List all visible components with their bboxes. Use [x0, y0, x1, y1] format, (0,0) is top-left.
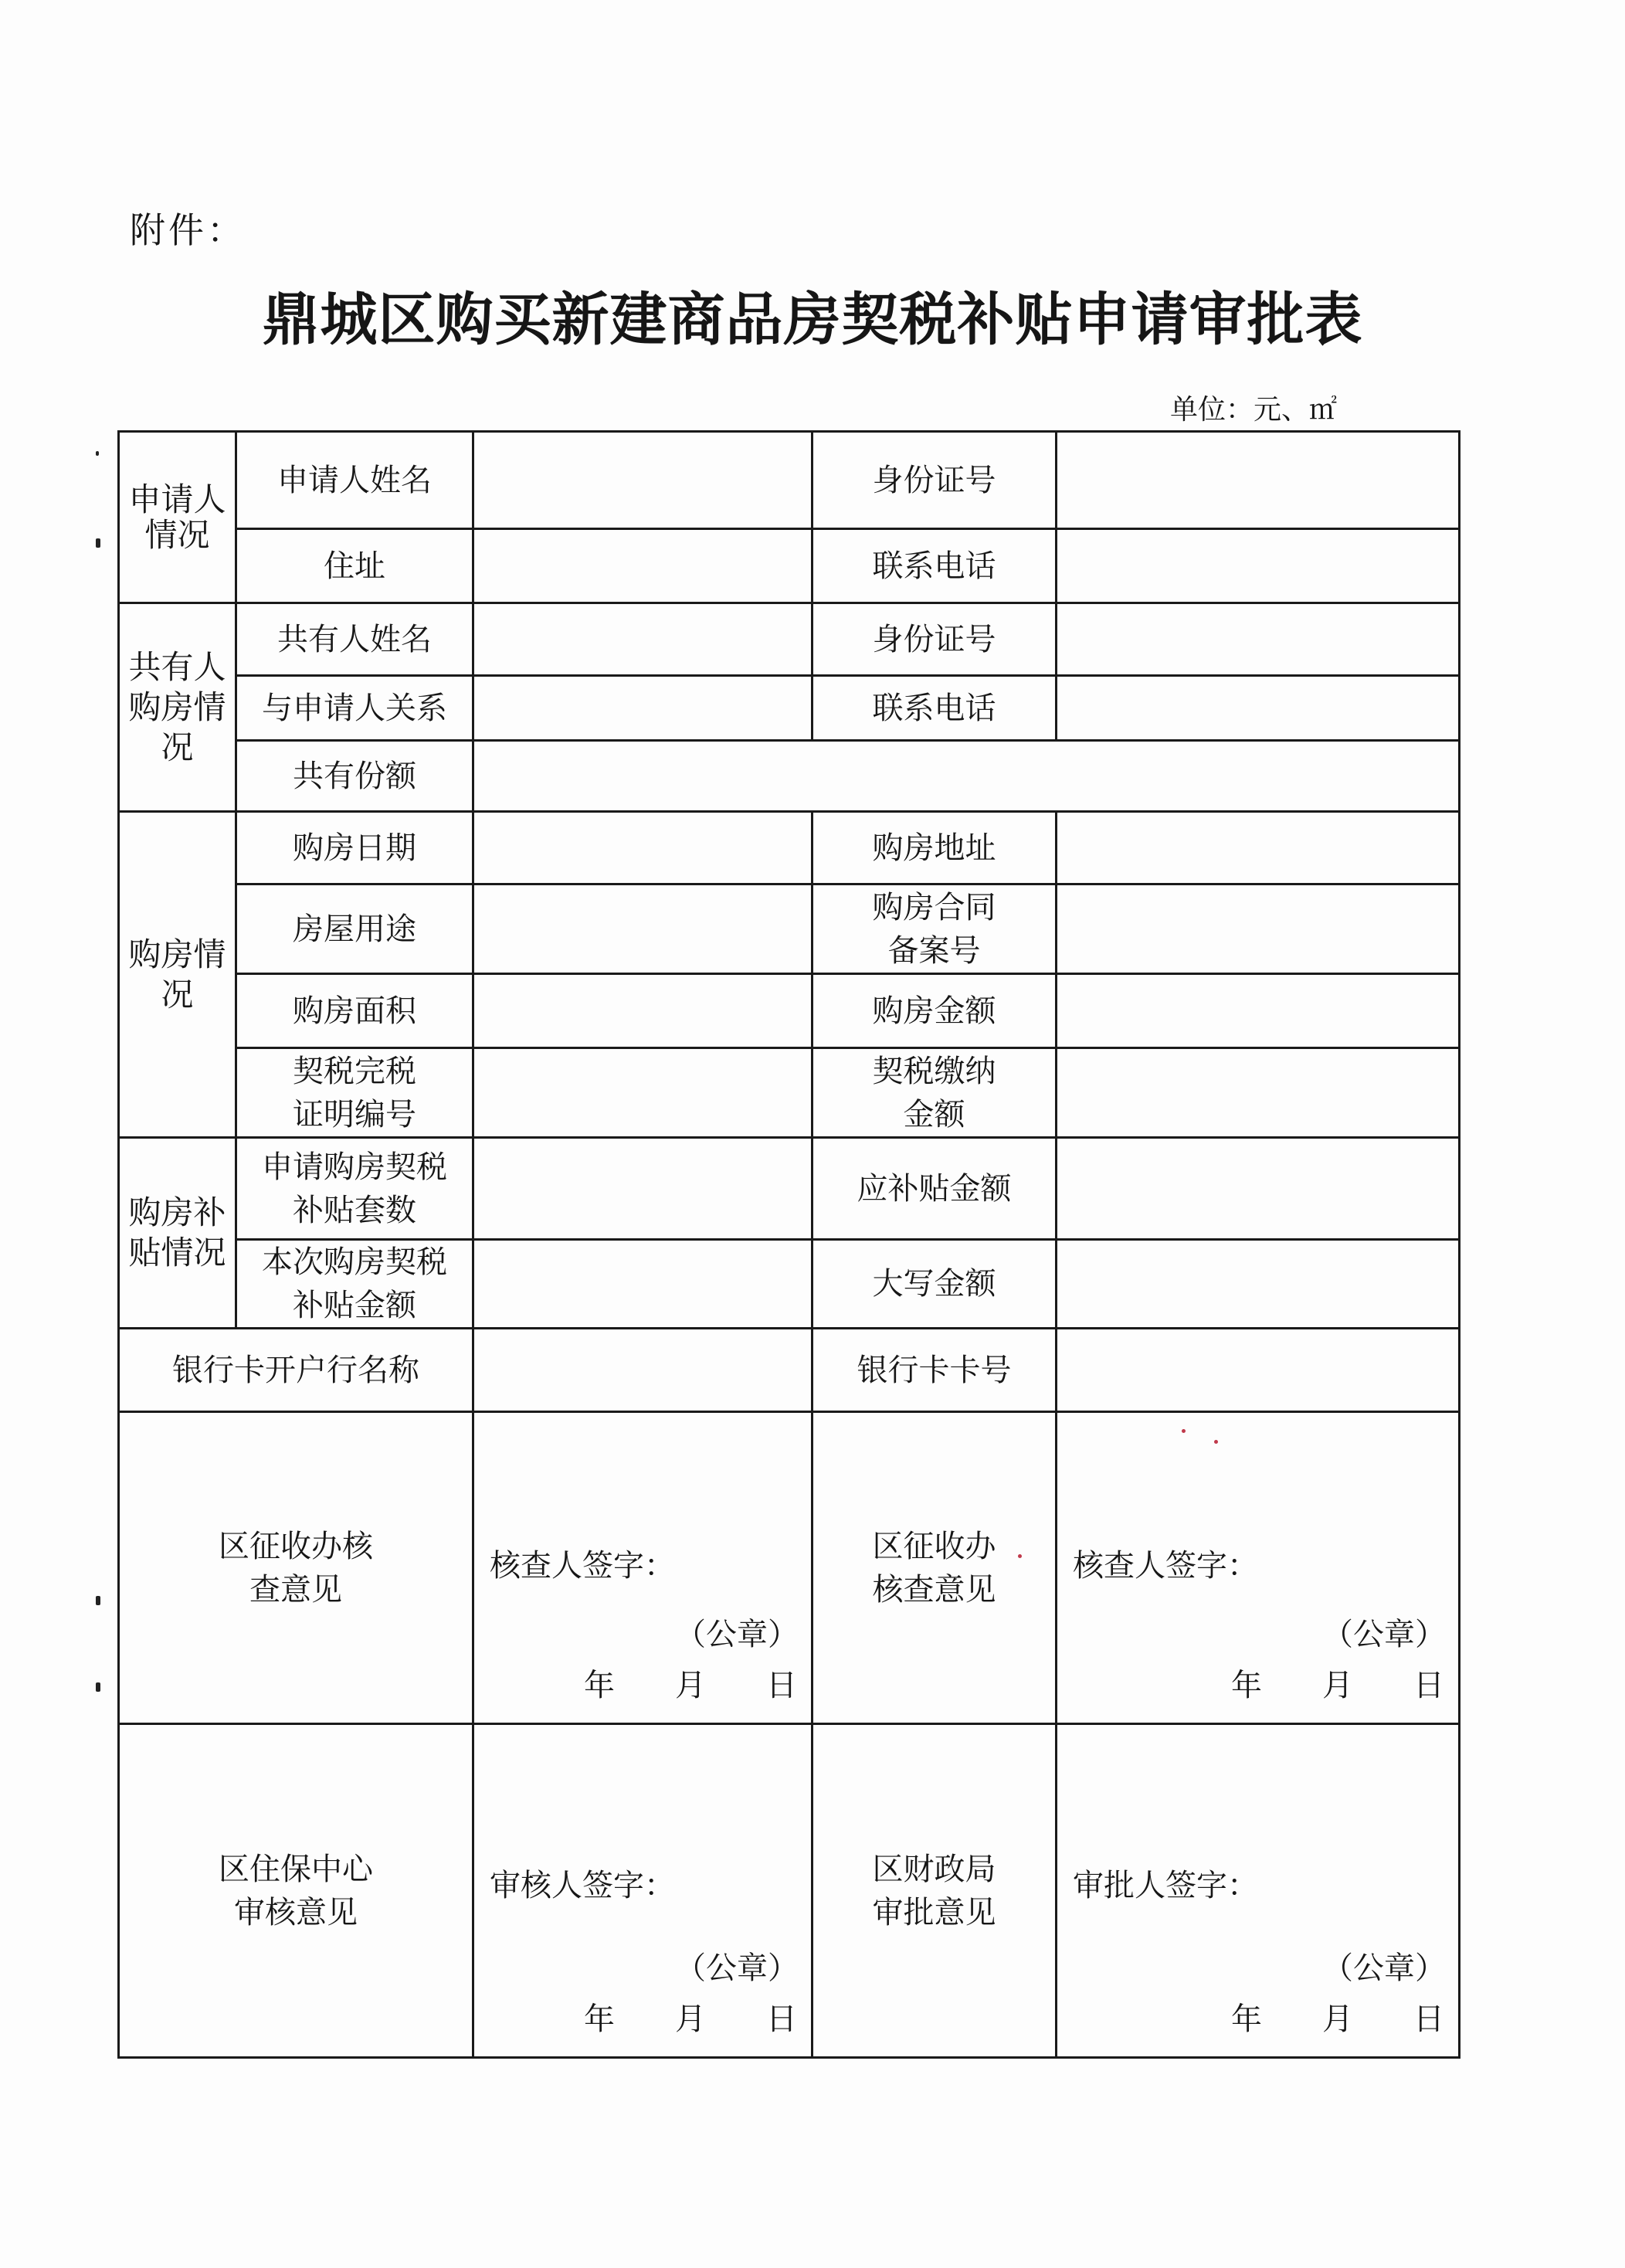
subsidy-due-label: 应补贴金额 — [812, 1138, 1057, 1240]
month-label: 月 — [675, 1668, 706, 1703]
official-seal-label: （公章） — [675, 1617, 799, 1652]
coowner-share-label: 共有份额 — [236, 741, 473, 812]
year-label: 年 — [1231, 2001, 1262, 2037]
applicant-name-label: 申请人姓名 — [236, 432, 473, 529]
coowner-phone-label: 联系电话 — [812, 676, 1057, 741]
day-label: 日 — [1413, 2001, 1444, 2037]
purchase-address-field[interactable] — [1057, 812, 1460, 884]
coowner-id-label: 身份证号 — [812, 603, 1057, 676]
purchase-area-field[interactable] — [473, 974, 812, 1048]
subsidy-current-label: 本次购房契税补贴金额 — [236, 1240, 473, 1329]
official-seal-label: （公章） — [1322, 1617, 1446, 1652]
binding-mark — [96, 451, 99, 456]
binding-mark — [96, 1596, 100, 1605]
year-label: 年 — [584, 2001, 615, 2037]
coowner-row-relation — [119, 676, 1460, 741]
subsidy-count-field[interactable] — [473, 1138, 812, 1240]
day-label: 日 — [1413, 1668, 1444, 1703]
bank-name-label: 银行卡开户行名称 — [119, 1329, 473, 1412]
card-number-field[interactable] — [1057, 1329, 1460, 1412]
coowner-section-label: 共有人购房情况 — [119, 603, 236, 812]
official-seal-label: （公章） — [1322, 1951, 1446, 1986]
purchase-section-label: 购房情况 — [119, 812, 236, 1138]
applicant-row-address — [119, 529, 1460, 603]
attachment-label: 附件： — [130, 209, 246, 251]
year-label: 年 — [1231, 1668, 1262, 1703]
purchase-row-area — [119, 974, 1460, 1048]
collection-office-review-title-right — [812, 1412, 1057, 1724]
uppercase-amount-label: 大写金额 — [812, 1240, 1057, 1329]
tax-paid-field[interactable] — [1057, 1048, 1460, 1138]
subsidy-row-current — [119, 1240, 1460, 1329]
purchase-row-tax — [119, 1048, 1460, 1138]
applicant-phone-field[interactable] — [1057, 529, 1460, 603]
bank-row — [119, 1329, 1460, 1412]
purchase-row-usage — [119, 884, 1460, 974]
purchase-date-field[interactable] — [473, 812, 812, 884]
approver-signature-label: 审批人签字： — [1073, 1868, 1258, 1903]
date-row — [1231, 1998, 1444, 2041]
purchase-area-label: 购房面积 — [236, 974, 473, 1048]
month-label: 月 — [675, 2001, 706, 2037]
checker-signature-label: 核查人签字： — [490, 1548, 675, 1584]
review-row-bottom — [119, 1724, 1460, 2058]
subsidy-current-field[interactable] — [473, 1240, 812, 1329]
review-row-top — [119, 1412, 1460, 1724]
house-usage-field[interactable] — [473, 884, 812, 974]
housing-center-review-title — [119, 1724, 473, 2058]
coowner-relation-field[interactable] — [473, 676, 812, 741]
subsidy-row-count — [119, 1138, 1460, 1240]
applicant-name-field[interactable] — [473, 432, 812, 529]
purchase-row-date — [119, 812, 1460, 884]
application-form-table — [117, 430, 1460, 2059]
purchase-amount-field[interactable] — [1057, 974, 1460, 1048]
coowner-row-share — [119, 741, 1460, 812]
finance-bureau-review-title — [812, 1724, 1057, 2058]
applicant-row-name — [119, 432, 1460, 529]
housing-center-opinion[interactable] — [473, 1724, 812, 2058]
reviewer-signature-label: 审核人签字： — [490, 1868, 675, 1903]
card-number-label: 银行卡卡号 — [812, 1329, 1057, 1412]
coowner-name-field[interactable] — [473, 603, 812, 676]
collection-office-review-title-right-text: 区征收办核查意见 — [872, 1528, 996, 1608]
finance-bureau-review-title-text: 区财政局审批意见 — [872, 1851, 996, 1930]
binding-mark — [96, 1682, 100, 1692]
subsidy-section-label: 购房补贴情况 — [119, 1138, 236, 1329]
coowner-relation-label: 与申请人关系 — [236, 676, 473, 741]
subsidy-due-field[interactable] — [1057, 1138, 1460, 1240]
month-label: 月 — [1322, 2001, 1353, 2037]
applicant-id-label: 身份证号 — [812, 432, 1057, 529]
coowner-name-label: 共有人姓名 — [236, 603, 473, 676]
coowner-share-field[interactable] — [473, 741, 1460, 812]
applicant-section-label: 申请人情况 — [119, 432, 236, 603]
applicant-address-label: 住址 — [236, 529, 473, 603]
month-label: 月 — [1322, 1668, 1353, 1703]
year-label: 年 — [584, 1668, 615, 1703]
date-row — [1231, 1664, 1444, 1707]
tax-certificate-field[interactable] — [473, 1048, 812, 1138]
document-title: 鼎城区购买新建商品房契税补贴申请审批表 — [262, 287, 1363, 353]
collection-office-review-title — [119, 1412, 473, 1724]
purchase-date-label: 购房日期 — [236, 812, 473, 884]
collection-office-opinion-left[interactable] — [473, 1412, 812, 1724]
tax-paid-label: 契税缴纳金额 — [812, 1048, 1057, 1138]
collection-office-opinion-right[interactable] — [1057, 1412, 1460, 1724]
binding-mark — [96, 538, 100, 548]
coowner-id-field[interactable] — [1057, 603, 1460, 676]
applicant-address-field[interactable] — [473, 529, 812, 603]
purchase-amount-label: 购房金额 — [812, 974, 1057, 1048]
house-usage-label: 房屋用途 — [236, 884, 473, 974]
contract-number-field[interactable] — [1057, 884, 1460, 974]
coowner-phone-field[interactable] — [1057, 676, 1460, 741]
collection-office-review-title-text: 区征收办核查意见 — [219, 1528, 373, 1608]
applicant-phone-label: 联系电话 — [812, 529, 1057, 603]
date-row — [584, 1664, 797, 1707]
bank-name-field[interactable] — [473, 1329, 812, 1412]
subsidy-count-label: 申请购房契税补贴套数 — [236, 1138, 473, 1240]
purchase-address-label: 购房地址 — [812, 812, 1057, 884]
day-label: 日 — [766, 1668, 797, 1703]
coowner-row-name — [119, 603, 1460, 676]
date-row — [584, 1998, 797, 2041]
checker-signature-label-right: 核查人签字： — [1073, 1548, 1258, 1584]
day-label: 日 — [766, 2001, 797, 2037]
tax-certificate-label: 契税完税证明编号 — [236, 1048, 473, 1138]
finance-bureau-opinion[interactable] — [1057, 1724, 1460, 2058]
applicant-id-field[interactable] — [1057, 432, 1460, 529]
unit-note: 单位：元、㎡ — [1170, 394, 1338, 426]
official-seal-label: （公章） — [675, 1951, 799, 1986]
contract-number-label: 购房合同备案号 — [812, 884, 1057, 974]
uppercase-amount-field[interactable] — [1057, 1240, 1460, 1329]
housing-center-review-title-text: 区住保中心审核意见 — [219, 1851, 373, 1930]
